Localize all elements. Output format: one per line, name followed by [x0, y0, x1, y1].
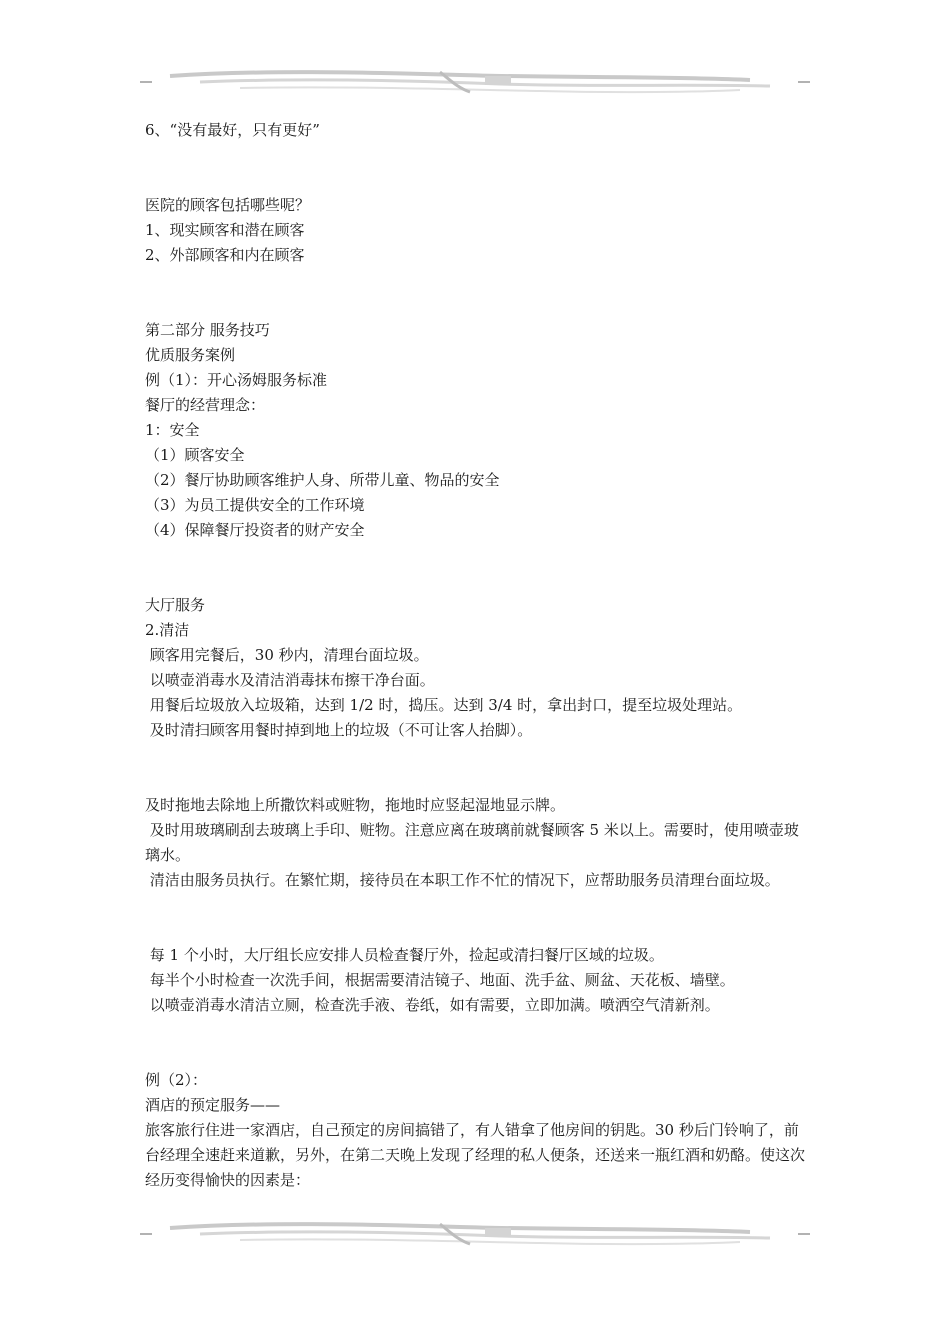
- line: 每半个小时检查一次洗手间，根据需要清洁镜子、地面、洗手盆、厕盆、天花板、墙壁。: [145, 971, 735, 989]
- line: 顾客用完餐后，30 秒内，清理台面垃圾。: [145, 646, 429, 664]
- line: 清洁由服务员执行。在繁忙期，接待员在本职工作不忙的情况下，应帮助服务员清理台面垃圾。: [145, 871, 780, 889]
- line: 及时拖地去除地上所撒饮料或赃物，拖地时应竖起湿地显示牌。: [145, 796, 566, 814]
- line-question: 医院的顾客包括哪些呢？: [145, 196, 311, 214]
- line: （3）为员工提供安全的工作环境: [145, 496, 365, 514]
- footer-brush-ornament: [140, 1214, 810, 1254]
- line: 每 1 个小时，大厅组长应安排人员检查餐厅外，捡起或清扫餐厅区域的垃圾。: [145, 946, 664, 964]
- line: 2.清洁: [145, 621, 190, 639]
- line: 例（2）：: [145, 1071, 208, 1089]
- line: 酒店的预定服务——: [145, 1096, 281, 1114]
- line: 以喷壶消毒水清洁立厕，检查洗手液、卷纸，如有需要，立即加满。喷洒空气清新剂。: [145, 996, 720, 1014]
- section-heading: 第二部分 服务技巧: [145, 321, 270, 339]
- line: （1）顾客安全: [145, 446, 245, 464]
- line-paragraph: 旅客旅行住进一家酒店，自己预定的房间搞错了，有人错拿了他房间的钥匙。30 秒后门铃响了，前台经理全速赶来道歉，另外，在第二天晚上发现了经理的私人便条，还送来一瓶红酒和奶酪。使这次经历变得愉快的因素是：: [145, 1121, 806, 1189]
- document-body: [145, 118, 810, 1193]
- line: 2、外部顾客和内在顾客: [145, 246, 305, 264]
- line: 1：安全: [145, 421, 200, 439]
- line: 大厅服务: [145, 596, 206, 614]
- header-brush-ornament: [140, 62, 810, 102]
- line: 优质服务案例: [145, 346, 236, 364]
- line: 餐厅的经营理念：: [145, 396, 266, 414]
- line: （2）餐厅协助顾客维护人身、所带儿童、物品的安全: [145, 471, 500, 489]
- line: 例（1）：开心汤姆服务标准: [145, 371, 328, 389]
- line: 以喷壶消毒水及清洁消毒抹布擦干净台面。: [145, 671, 435, 689]
- line: 及时清扫顾客用餐时掉到地上的垃圾（不可让客人抬脚）。: [145, 721, 533, 739]
- line: 1、现实顾客和潜在顾客: [145, 221, 305, 239]
- line-slogan: 6、“没有最好，只有更好”: [145, 121, 320, 139]
- line: 及时用玻璃刷刮去玻璃上手印、赃物。注意应离在玻璃前就餐顾客 5 米以上。需要时，使用喷壶玻璃水。: [145, 821, 799, 864]
- line: 用餐后垃圾放入垃圾箱，达到 1/2 时，捣压。达到 3/4 时，拿出封口，提至垃圾处理站。: [145, 696, 743, 714]
- line: （4）保障餐厅投资者的财产安全: [145, 521, 365, 539]
